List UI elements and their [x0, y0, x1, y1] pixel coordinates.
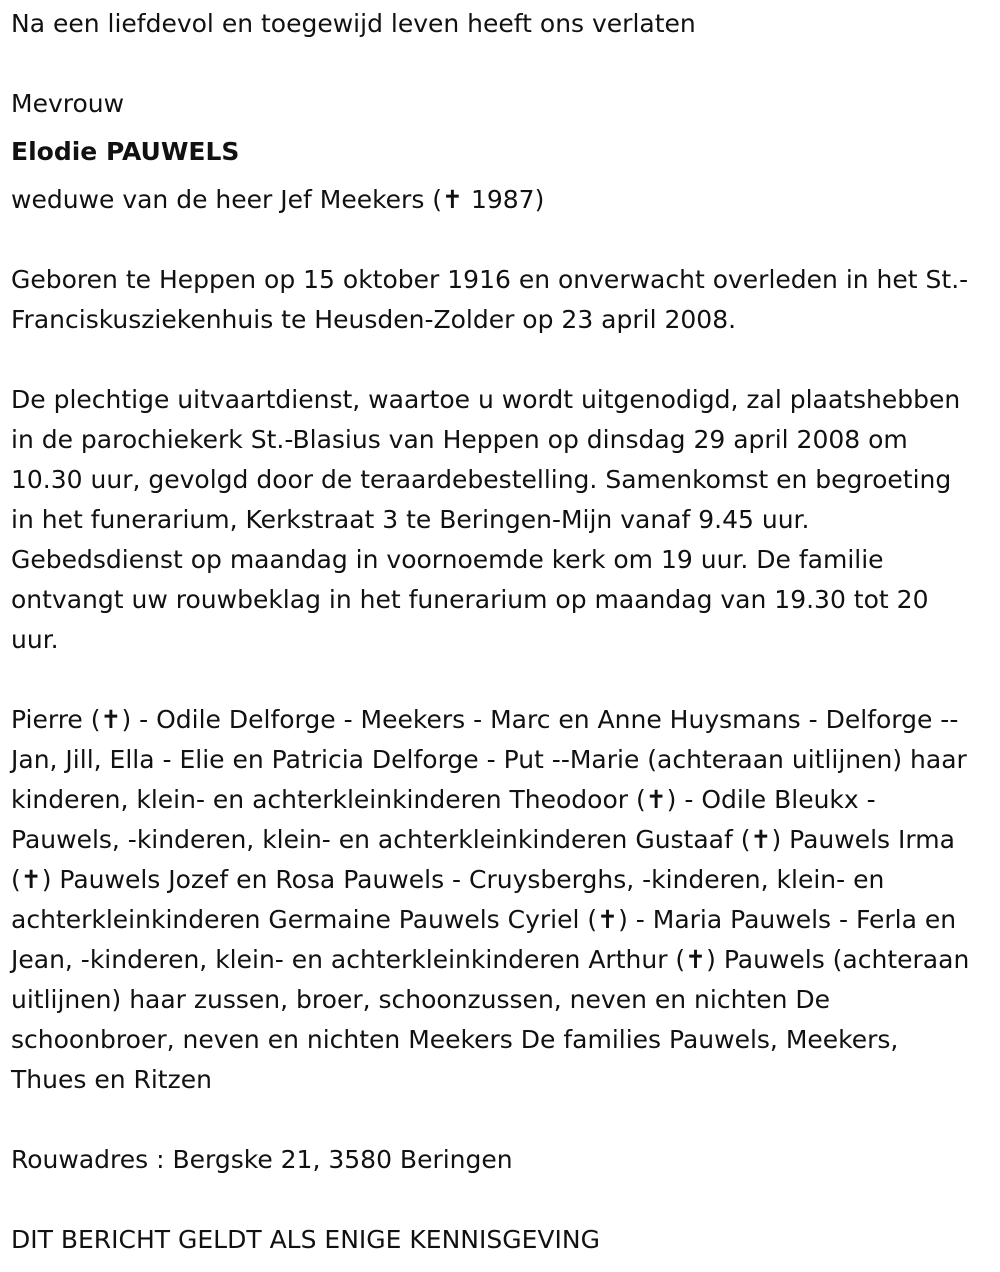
widow-of-line: weduwe van de heer Jef Meekers (✝ 1987) — [11, 185, 545, 214]
ceremony-paragraph: De plechtige uitvaartdienst, waartoe u wordt uitgenodigd, zal plaatshebben in de parochiekerk St.-Blasius van Heppen op dinsdag 29 april 2008 om 10.30 uur, gevolgd door de teraardebestelling. Samenkomst en begroeting in het funerarium, Kerkstraat 3 te Beringen-Mijn vanaf 9.45 uur. Gebedsdienst op maandag in voornoemde kerk om 19 uur. De familie ontvangt uw rouwbeklag in het funerarium op maandag van 19.30 tot 20 uur. — [11, 385, 961, 654]
salutation: Mevrouw — [11, 89, 125, 118]
closing-line: DIT BERICHT GELDT ALS ENIGE KENNISGEVING — [11, 1225, 600, 1254]
address-line: Rouwadres : Bergske 21, 3580 Beringen — [11, 1145, 513, 1174]
family-paragraph: Pierre (✝) - Odile Delforge - Meekers - Marc en Anne Huysmans - Delforge --Jan, Jill, Ella - Elie en Patricia Delforge - Put --Marie (achteraan uitlijnen) haar kinderen, klein- en achterkleinkinderen Theodoor (✝) - Odile Bleukx - Pauwels, -kinderen, klein- en achterkleinkinderen Gustaaf (✝) Pauwels Irma (✝) Pauwels Jozef en Rosa Pauwels - Cruysberghs, -kinderen, klein- en achterkleinkinderen Germaine Pauwels Cyriel (✝) - Maria Pauwels - Ferla en Jean, -kinderen, klein- en achterkleinkinderen Arthur (✝) Pauwels (achteraan uitlijnen) haar zussen, broer, schoonzussen, neven en nichten De schoonbroer, neven en nichten Meekers De families Pauwels, Meekers, Thues en Ritzen — [11, 705, 970, 1094]
intro-line: Na een liefdevol en toegewijd leven heeft ons verlaten — [11, 9, 696, 38]
deceased-name: Elodie PAUWELS — [11, 137, 240, 166]
birth-death-paragraph: Geboren te Heppen op 15 oktober 1916 en onverwacht overleden in het St.-Franciskusziekenhuis te Heusden-Zolder op 23 april 2008. — [11, 265, 969, 334]
